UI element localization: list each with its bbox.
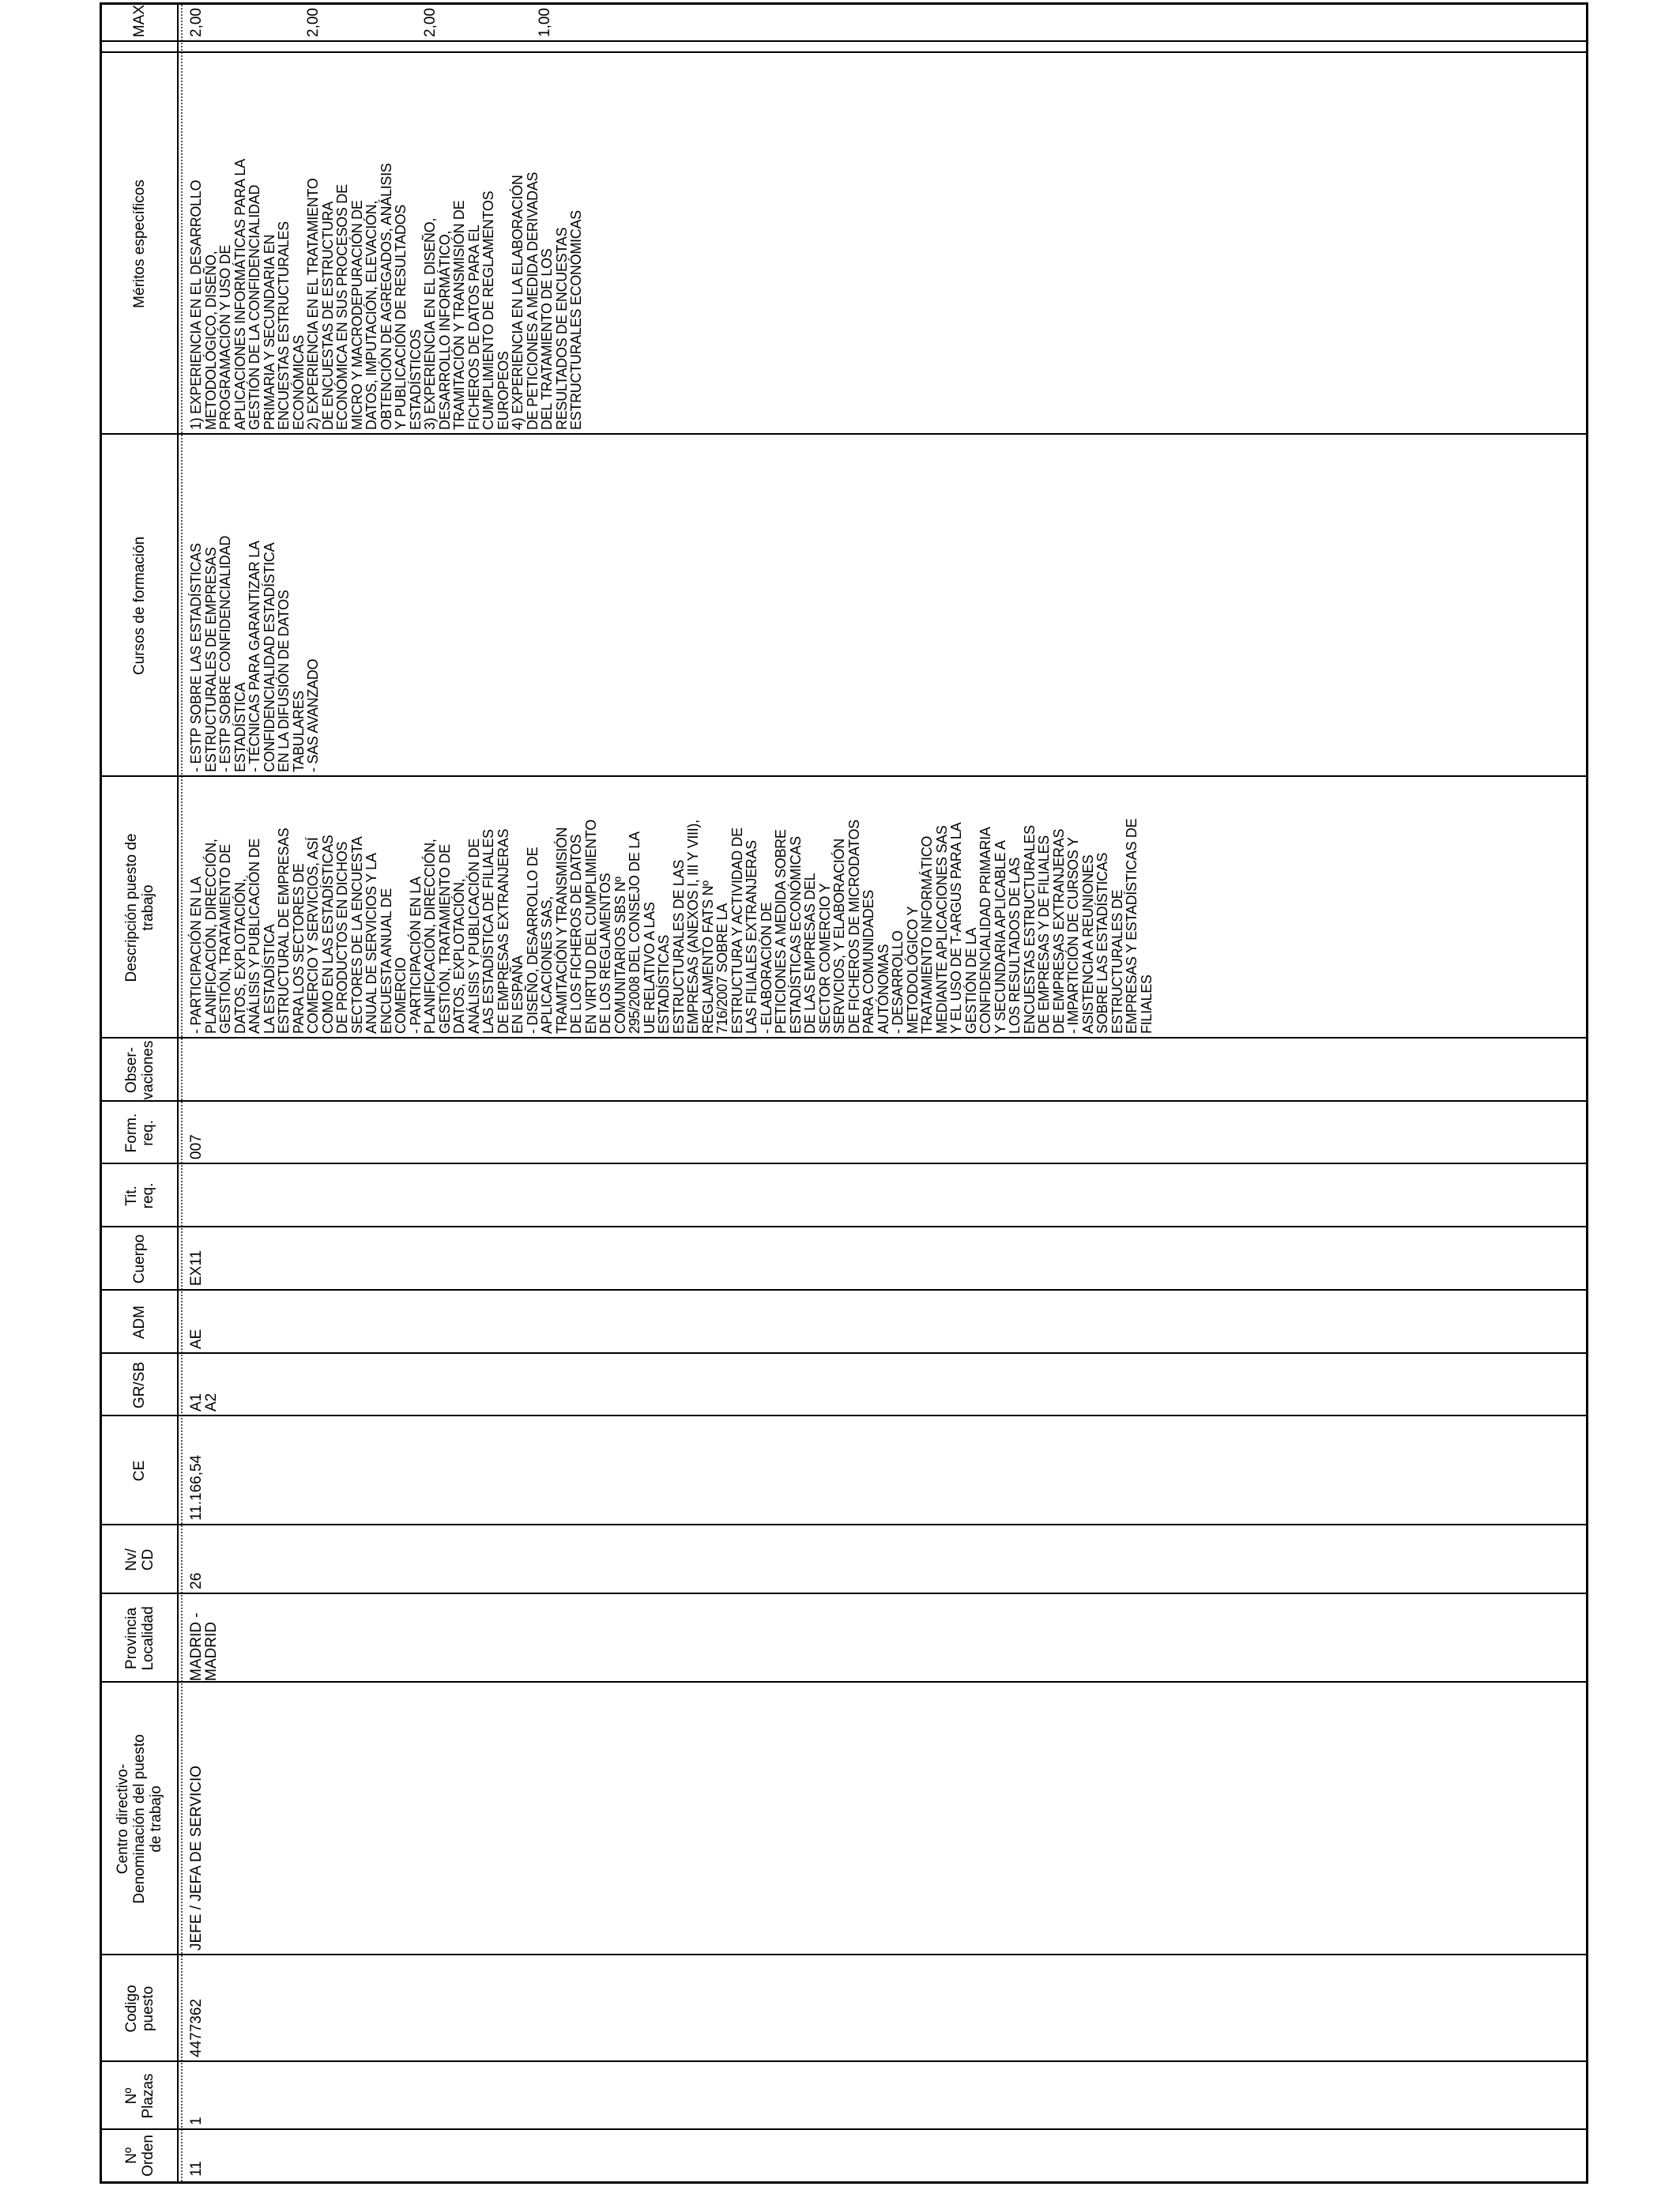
cell-descripcion: - PARTICIPACIÓN EN LA PLANIFICACIÓN, DIRECCIÓN, GESTIÓN, TRATAMIENTO DE DATOS, EXPLOTACIÓN, ANÁLISIS Y PUBLICACIÓN DE LA ESTADÍSTICA ESTRUCTURAL DE EMPRESAS PARA LOS SECTORES DE COMERCIO Y SERVICIOS, ASÍ COMO EN LAS ESTADÍSTICAS DE PRODUCTOS EN DICHOS SECTORES DE LA ENCUESTA ANUAL DE SERVICIOS Y LA ENCUESTA ANUAL DE COMERCIO - PARTICIPACIÓN EN LA PLANIFICACIÓN, DIRECCIÓN, GESTIÓN, TRATAMIENTO DE DATOS, EXPLOTACIÓN, ANÁLISIS Y PUBLICACIÓN DE LAS ESTADÍSTICA DE FILIALES DE EMPRESAS EXTRANJERAS EN ESPAÑA - DISEÑO, DESARROLLO DE APLICACIONES SAS, TRAMITACIÓN Y TRANSMISIÓN DE LOS FICHEROS DE DATOS EN VIRTUD DEL CUMPLIMIENTO DE LOS REGLAMENTOS COMUNITARIOS SBS Nº 295/2008 DEL CONSEJO DE LA UE RELATIVO A LAS ESTADÍSTICAS ESTRUCTURALES DE LAS EMPRESAS (ANEXOS I, III Y VIII), REGLAMENTO FATS Nº 716/2007 SOBRE LA ESTRUCTURA Y ACTIVIDAD DE LAS FILIALES EXTRANJERAS - ELABORACIÓN DE PETICIONES A MEDIDA SOBRE ESTADÍSTICAS ECONÓMICAS DE LAS EMPRESAS DEL SECTOR COMERCIO Y SERVICIOS, Y ELABORACIÓN DE FICHEROS DE MICRODATOS PARA COMUNIDADES AUTÓNOMAS - DESARROLLO METODOLÓGICO Y TRATAMIENTO INFORMÁTICO MEDIANTE APLICACIONES SAS Y EL USO DE T-ARGUS PARA LA GESTIÓN DE LA CONFIDENCIALIDAD PRIMARIA Y SECUNDARIA APLICABLE A LOS RESULTADOS DE LAS ENCUESTAS ESTRUCTURALES DE EMPRESAS Y DE FILIALES DE EMPRESAS EXTRANJERAS - IMPARTICIÓN DE CURSOS Y ASISTENCIA A REUNIONES SOBRE LAS ESTADÍSTICAS ESTRUCTURALES DE EMPRESAS Y ESTADÍSTICAS DE FILIALES <box>188 818 1155 1034</box>
header-formacion-req: Form. req. <box>122 1113 156 1153</box>
cell-ce: 11.166,54 <box>188 1454 205 1521</box>
col-sep <box>102 1289 1586 1291</box>
col-sep <box>102 2128 1586 2130</box>
col-sep <box>102 1524 1586 1525</box>
max-value-3: 2,00 <box>422 8 439 37</box>
header-centro: Centro directivo- Denominación del puesto de trabajo <box>115 1734 164 1904</box>
col-sep <box>102 1681 1586 1683</box>
col-sep <box>102 1415 1586 1416</box>
header-descripcion: Descripción puesto de trabajo <box>122 833 156 982</box>
header-observaciones: Obser- vaciones <box>122 1040 156 1100</box>
cell-centro: JEFE / JEFA DE SERVICIO <box>188 1765 205 1951</box>
header-codigo: Codigo puesto <box>122 1985 156 2033</box>
cell-adm: AE <box>188 1329 205 1349</box>
header-nivel: Nv/ CD <box>122 1548 156 1571</box>
cell-provincia: MADRID - MADRID <box>188 1612 220 1681</box>
header-provincia: Provincia Localidad <box>122 1606 156 1671</box>
col-sep <box>102 1352 1586 1354</box>
cell-plazas: 1 <box>188 2117 205 2125</box>
header-titulacion: Tit. req. <box>122 1182 156 1209</box>
col-sep <box>102 1954 1586 1955</box>
header-cursos: Cursos de formación <box>131 536 148 676</box>
header-plazas: Nº Plazas <box>122 2073 156 2119</box>
cell-meritos: 1) EXPERIENCIA EN EL DESARROLLO METODOLÓGICO, DISEÑO, PROGRAMACIÓN Y USO DE APLICACIONES INFORMÁTICAS PARA LA GESTIÓN DE LA CONFIDENCIALIDAD PRIMARIA Y SECUNDARIA EN ENCUESTAS ESTRUCTURALES ECONÓMICAS 2) EXPERIENCIA EN EL TRATAMIENTO DE ENCUESTAS DE ESTRUCTURA ECONÓMICA EN SUS PROCESOS DE MICRO Y MACRODEPURACIÓN DE DATOS, IMPUTACIÓN, ELEVACIÓN, OBTENCIÓN DE AGREGADOS, ANÁLISIS Y PUBLICACIÓN DE RESULTADOS ESTADÍSTICOS 3) EXPERIENCIA EN EL DISEÑO, DESARROLLO INFORMÁTICO, TRAMITACIÓN Y TRANSMISIÓN DE FICHEROS DE DATOS PARA EL CUMPLIMIENTO DE REGLAMENTOS EUROPEOS 4) EXPERIENCIA EN LA ELABORACIÓN DE PETICIONES A MEDIDA DERIVADAS DEL TRATAMIENTO DE LOS RESULTADOS DE ENCUESTAS ESTRUCTURALES ECONÓMICAS <box>188 159 584 430</box>
header-meritos: Méritos específicos <box>131 179 148 308</box>
cell-nivel: 26 <box>188 1572 205 1589</box>
header-divider <box>177 5 179 2181</box>
cell-cursos: - ESTP SOBRE LAS ESTADÍSTICAS ESTRUCTURALES DE EMPRESAS - ESTP SOBRE CONFIDENCIALIDAD ESTADÍSTICA - TÉCNICAS PARA GARANTIZAR LA CONFIDENCIALIDAD ESTADÍSTICA EN LA DIFUSIÓN DE DATOS TABULARES - SAS AVANZADO <box>188 535 321 772</box>
header-ce: CE <box>131 1460 148 1482</box>
header-spacer <box>102 42 177 53</box>
cell-orden: 11 <box>188 2161 205 2177</box>
job-table <box>100 2 1588 2184</box>
cell-formacion-req: 007 <box>188 1134 205 1159</box>
max-value-4: 1,00 <box>537 8 553 37</box>
cell-max <box>189 0 742 42</box>
row-dotted-divider <box>181 5 183 2181</box>
header-grupo: GR/SB <box>131 1361 148 1409</box>
header-max: MAX <box>131 4 148 38</box>
col-sep <box>102 1593 1586 1594</box>
col-sep <box>102 2060 1586 2062</box>
col-sep <box>102 1163 1586 1164</box>
cell-cuerpo: EX11 <box>188 1250 205 1286</box>
col-sep <box>102 1100 1586 1102</box>
cell-grupo: A1 A2 <box>188 1393 220 1412</box>
header-adm: ADM <box>131 1305 148 1340</box>
max-value-1: 2,00 <box>188 8 205 37</box>
cell-codigo: 4477362 <box>188 1999 205 2057</box>
header-cuerpo: Cuerpo <box>131 1234 148 1284</box>
header-orden: Nº Orden <box>122 2135 156 2177</box>
max-value-2: 2,00 <box>305 8 322 37</box>
col-sep <box>102 1226 1586 1227</box>
